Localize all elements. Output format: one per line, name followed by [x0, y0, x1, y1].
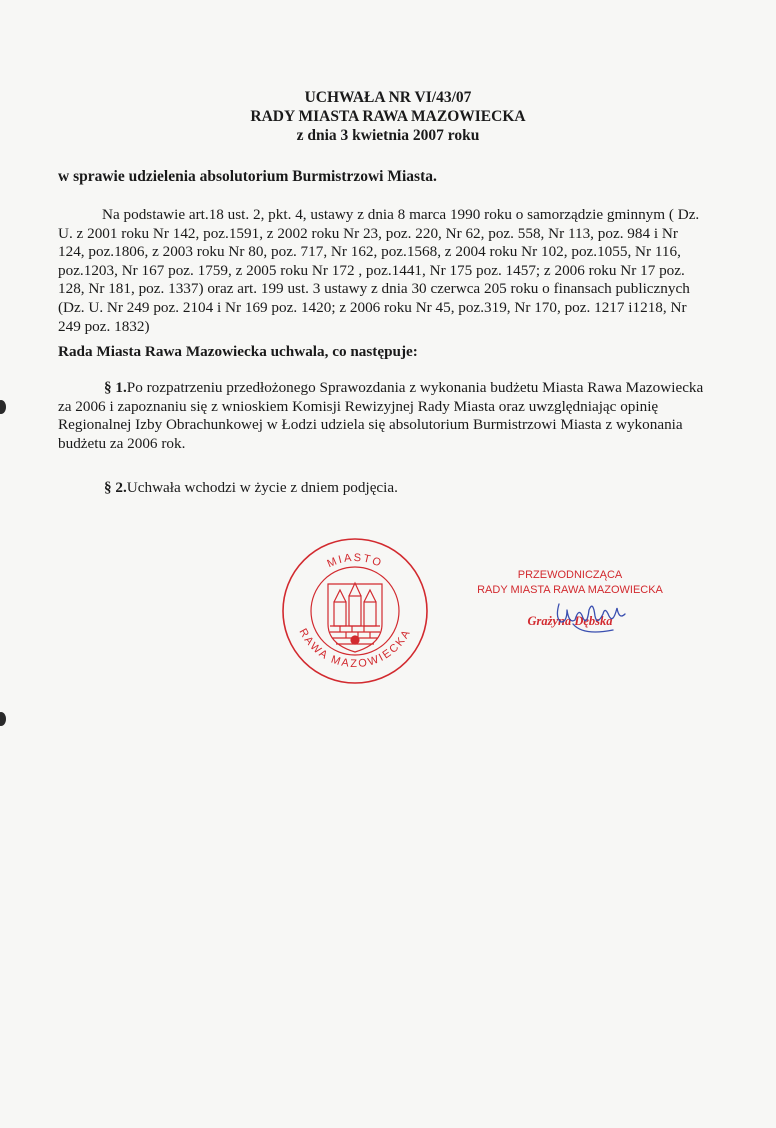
seal-bottom-text: RAWA MAZOWIECKA — [296, 626, 414, 671]
coat-of-arms-icon — [328, 583, 382, 652]
binder-hole — [0, 400, 6, 414]
legal-basis-paragraph: Na podstawie art.18 ust. 2, pkt. 4, ustawy z dnia 8 marca 1990 roku o samorządzie gminnym ( Dz. U. z 2001 roku Nr 142, poz.1591, z 2002 roku Nr 23, poz. 220, Nr 62, poz. 558, Nr 113, poz. 984 i Nr 124, poz.1806, z 2003 roku Nr 80, poz. 717, Nr 162, poz.1568, z 2004 roku Nr 102, poz.1055, Nr 116, poz.1203, Nr 167 poz. 1759, z 2005 roku Nr 172 , poz.1441, Nr 175 poz. 1457; z 2006 roku Nr 17 poz. 128, Nr 181, poz. 1337) oraz art. 199 ust. 3 ustawy z dnia 30 czerwca 205 roku o finansach publicznych (Dz. U. Nr 249 poz. 2104 i Nr 169 poz. 1420; z 2006 roku Nr 45, poz.319, Nr 170, poz. 1217 i1218, Nr 249 poz. 1832) — [58, 206, 700, 335]
section-2-label: § 2. — [104, 479, 127, 496]
city-seal-stamp — [280, 536, 430, 686]
chair-title: PRZEWODNICZĄCA — [517, 569, 623, 581]
section-1-paragraph — [58, 379, 708, 453]
signatory-name: Grażyna Dębska — [527, 614, 613, 628]
council-name: RADY MIASTA RAWA MAZOWIECKA — [250, 108, 526, 125]
section-2-text: Uchwała wchodzi w życie z dniem podjęcia. — [126, 479, 398, 496]
chair-council-name: RADY MIASTA RAWA MAZOWIECKA — [477, 584, 663, 596]
seal-top-text: MIASTO — [325, 551, 385, 571]
section-1-label: § 1. — [104, 379, 127, 396]
decree-line: Rada Miasta Rawa Mazowiecka uchwala, co następuje: — [58, 343, 418, 360]
resolution-date: z dnia 3 kwietnia 2007 roku — [296, 127, 480, 144]
resolution-subject: w sprawie udzielenia absolutorium Burmistrzowi Miasta. — [58, 168, 437, 185]
handwritten-signature — [553, 596, 633, 636]
section-1-text: Po rozpatrzeniu przedłożonego Sprawozdania z wykonania budżetu Miasta Rawa Mazowiecka za 2006 i zapoznaniu się z wnioskiem Komisji Rewizyjnej Rady Miasta oraz uwzględniając opinię Regionalnej Izby Obrachunkowej w Łodzi udziela się absolutorium Burmistrzowi Miasta z wykonania budżetu za 2006 rok. — [58, 379, 704, 452]
binder-hole — [0, 712, 6, 726]
resolution-header — [0, 88, 776, 145]
section-2-paragraph — [58, 479, 708, 498]
resolution-number: UCHWAŁA NR VI/43/07 — [304, 89, 472, 106]
